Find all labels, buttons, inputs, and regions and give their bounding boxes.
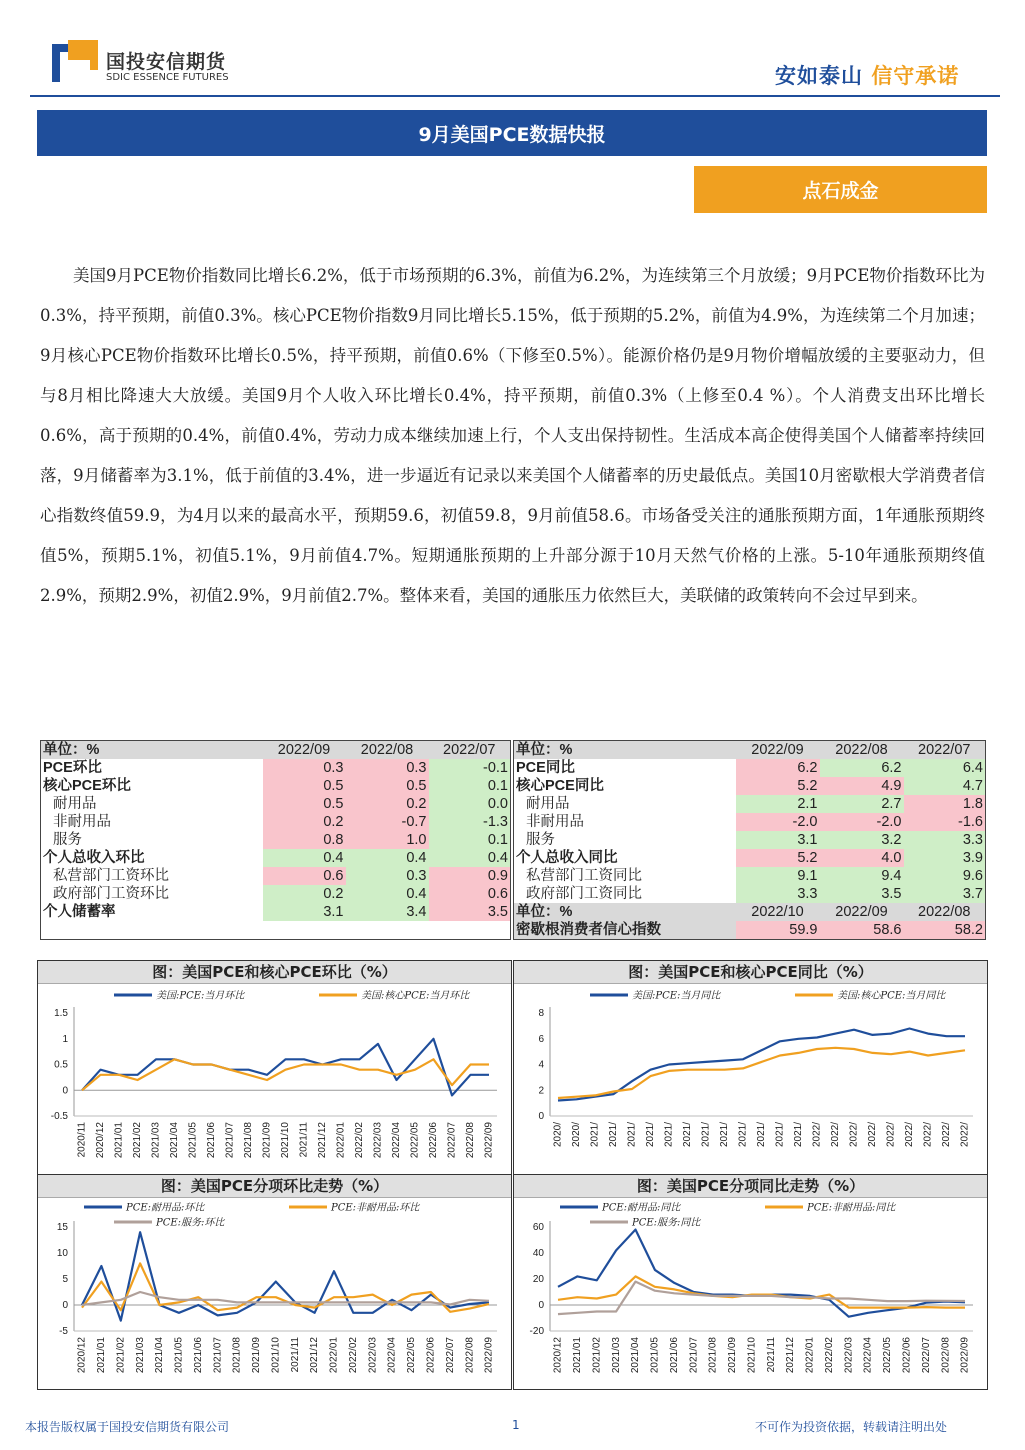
column-header: 2022/08 <box>346 741 429 760</box>
table-row <box>41 759 511 777</box>
chart-pce-mom <box>37 960 512 1175</box>
table-cell: 3.3 <box>736 885 820 903</box>
legend-label: PCE:非耐用品:环比 <box>331 1202 420 1214</box>
table-cell: 6.2 <box>736 759 820 777</box>
legend-label: 美国:PCE:当月同比 <box>632 990 721 1002</box>
x-tick-label: 2021/02 <box>115 1337 127 1374</box>
body-paragraph: 美国9月PCE物价指数同比增长6.2%，低于市场预期的6.3%，前值为6.2%，为连续第三个月放缓；9月PCE物价指数环比为0.3%，持平预期，前值0.3%。核心PCE物价指数9月同比增长5.15%，低于预期的5.2%，前值为4.9%，为连续第二个月加速；9月核心PCE物价指数环比增长0.5%，持平预期，前值0.6%（下修至0.5%）。能源价格仍是9月物价增幅放缓的主要驱动力，但与8月相比降速大大放缓。美国9月个人收入环比增长0.4%，持平预期，前值0.3%（上修至0.4 %）。个人消费支出环比增长0.6%，高于预期的0.4%，前值0.4%，劳动力成本继续加速上行，个人支出保持韧性。生活成本高企使得美国个人储蓄率持续回落，9月储蓄率为3.1%，低于前值的3.4%，进一步逼近有记录以来美国个人储蓄率的历史最低点。美国10月密歇根大学消费者信心指数终值59.9，为4月以来的最高水平，预期59.6，初值59.8，9月前值58.6。市场备受关注的通胀预期方面，1年通胀预期终值5%，预期5.1%，初值5.1%，9月前值4.7%。短期通胀预期的上升部分源于10月天然气价格的上涨。5-10年通胀预期终值2.9%，预期2.9%，初值2.9%，9月前值2.7%。整体来看，美国的通胀压力依然巨大，美联储的政策转向不会过早到来。 <box>40 266 985 605</box>
x-tick-label: 2021/ <box>700 1122 712 1148</box>
table-row <box>514 867 986 885</box>
table-cell: 0.6 <box>263 867 346 885</box>
table-row <box>514 885 986 903</box>
series-line-0 <box>82 1039 489 1096</box>
x-tick-label: 2021/02 <box>132 1122 144 1159</box>
x-tick-label: 2021/ <box>626 1122 638 1148</box>
x-tick-label: 2022/ <box>904 1122 916 1148</box>
y-tick-label: 0.5 <box>54 1059 68 1071</box>
x-tick-label: 2022/08 <box>465 1122 477 1159</box>
unit-label: 单位：% <box>514 903 736 921</box>
y-tick-label: -0.5 <box>50 1111 68 1122</box>
x-tick-label: 2021/01 <box>96 1337 108 1374</box>
x-tick-label: 2021/11 <box>289 1337 301 1373</box>
table-cell: 0.5 <box>263 795 346 813</box>
table-cell: 3.1 <box>263 903 346 921</box>
table-cell: 0.4 <box>346 849 429 867</box>
table-cell: 3.7 <box>904 885 986 903</box>
x-tick-label: 2022/04 <box>862 1337 874 1374</box>
table-cell: 1.0 <box>346 831 429 849</box>
unit-label: 单位：% <box>41 741 263 760</box>
table-cell: 9.4 <box>820 867 904 885</box>
x-tick-label: 2022/ <box>922 1122 934 1148</box>
table-cell: 3.5 <box>429 903 511 921</box>
row-label: 服务 <box>53 832 82 848</box>
x-tick-label: 2021/ <box>608 1122 620 1148</box>
table-cell: 3.4 <box>346 903 429 921</box>
series-line-0 <box>558 1230 965 1317</box>
table-row <box>41 813 511 831</box>
y-tick-label: 0 <box>538 1111 544 1122</box>
series-line-1 <box>82 1059 489 1090</box>
table-cell: 0.1 <box>429 831 511 849</box>
table-cell: 0.2 <box>263 885 346 903</box>
table-cell: 4.7 <box>904 777 986 795</box>
x-tick-label: 2020/ <box>571 1122 583 1148</box>
table-row <box>41 903 511 921</box>
table-row <box>41 777 511 795</box>
x-tick-label: 2020/12 <box>76 1337 88 1374</box>
column-header: 2022/10 <box>736 903 820 921</box>
x-tick-label: 2021/12 <box>309 1337 321 1374</box>
table-cell: 0.3 <box>346 867 429 885</box>
x-tick-label: 2022/ <box>830 1122 842 1148</box>
table-cell: 3.2 <box>820 831 904 849</box>
series-line-1 <box>558 1048 965 1098</box>
table-cell: 0.4 <box>263 849 346 867</box>
x-tick-label: 2020/11 <box>76 1122 88 1158</box>
x-tick-label: 2021/05 <box>187 1122 199 1159</box>
brand-name-cn: 国投安信期货 <box>106 51 227 73</box>
table-cell: 59.9 <box>736 921 820 940</box>
x-tick-label: 2021/10 <box>746 1337 758 1374</box>
chart-svg <box>38 1197 511 1389</box>
y-tick-label: 0 <box>538 1300 544 1311</box>
row-label: PCE同比 <box>516 760 575 776</box>
y-tick-label: 6 <box>538 1033 544 1045</box>
table-cell: 9.6 <box>904 867 986 885</box>
chart-pce-components-mom <box>37 1174 512 1390</box>
legend-label: 美国:核心PCE:当月同比 <box>837 990 946 1002</box>
legend-label: PCE:耐用品:同比 <box>602 1202 681 1214</box>
row-label: 政府部门工资环比 <box>53 886 169 902</box>
x-tick-label: 2022/ <box>959 1122 971 1148</box>
table-row <box>41 795 511 813</box>
x-tick-label: 2021/08 <box>707 1337 719 1374</box>
table-cell: 0.2 <box>346 795 429 813</box>
slogan <box>775 60 959 90</box>
x-tick-label: 2021/ <box>719 1122 731 1148</box>
x-tick-label: 2021/06 <box>668 1337 680 1374</box>
x-tick-label: 2022/ <box>867 1122 879 1148</box>
table-cell: -2.0 <box>736 813 820 831</box>
column-header: 2022/07 <box>904 741 986 760</box>
brand-name-en: SDIC ESSENCE FUTURES <box>106 72 229 83</box>
table-cell: 1.8 <box>904 795 986 813</box>
x-tick-label: 2021/ <box>645 1122 657 1148</box>
table-row <box>41 867 511 885</box>
row-label: 密歇根消费者信心指数 <box>514 921 736 940</box>
table-row <box>514 831 986 849</box>
chart-svg <box>38 983 511 1174</box>
chart-pce-yoy <box>513 960 988 1175</box>
row-label: 耐用品 <box>526 796 570 812</box>
x-tick-label: 2022/02 <box>347 1337 359 1374</box>
table-cell: 58.2 <box>904 921 986 940</box>
x-tick-label: 2022/06 <box>425 1337 437 1374</box>
x-tick-label: 2021/06 <box>206 1122 218 1159</box>
x-tick-label: 2022/09 <box>483 1337 495 1374</box>
x-tick-label: 2021/10 <box>270 1337 282 1374</box>
legend-label: PCE:非耐用品:同比 <box>807 1202 896 1214</box>
y-tick-label: 1 <box>62 1033 68 1045</box>
table-cell: 6.4 <box>904 759 986 777</box>
y-tick-label: 2 <box>538 1085 544 1097</box>
column-header: 2022/09 <box>820 903 904 921</box>
x-tick-label: 2022/03 <box>367 1337 379 1374</box>
row-label: PCE环比 <box>43 760 102 776</box>
table-cell: 2.7 <box>820 795 904 813</box>
column-header: 2022/09 <box>736 741 820 760</box>
table-cell: -1.3 <box>429 813 511 831</box>
page-number: 1 <box>512 1418 520 1432</box>
table-cell: -1.6 <box>904 813 986 831</box>
legend-label: PCE:耐用品:环比 <box>126 1202 205 1214</box>
x-tick-label: 2021/04 <box>630 1337 642 1374</box>
y-tick-label: -5 <box>59 1326 68 1337</box>
row-label: 服务 <box>526 832 555 848</box>
slogan-part1: 安如泰山 <box>775 64 863 88</box>
table-header-row <box>514 741 986 760</box>
row-label: 私营部门工资环比 <box>53 868 169 884</box>
x-tick-label: 2021/08 <box>231 1337 243 1374</box>
x-tick-label: 2022/08 <box>940 1337 952 1374</box>
x-tick-label: 2022/07 <box>920 1337 932 1374</box>
x-tick-label: 2022/04 <box>391 1122 403 1159</box>
table-cell: 0.2 <box>263 813 346 831</box>
row-label: 个人总收入环比 <box>43 850 145 866</box>
header-divider <box>30 95 1000 97</box>
row-label: 个人总收入同比 <box>516 850 618 866</box>
y-tick-label: 60 <box>532 1222 544 1233</box>
table-row <box>514 813 986 831</box>
table-row <box>41 849 511 867</box>
table-cell: 3.3 <box>904 831 986 849</box>
y-tick-label: 1.5 <box>54 1008 68 1019</box>
y-tick-label: 0 <box>62 1300 68 1311</box>
x-tick-label: 2020/12 <box>95 1122 107 1159</box>
x-tick-label: 2022/01 <box>335 1122 347 1159</box>
row-label: 非耐用品 <box>53 814 111 830</box>
x-tick-label: 2021/03 <box>134 1337 146 1374</box>
table-row <box>514 777 986 795</box>
yoy-data-table <box>513 740 986 940</box>
x-tick-label: 2021/04 <box>154 1337 166 1374</box>
column-header: 2022/07 <box>429 741 511 760</box>
table-cell: 4.9 <box>820 777 904 795</box>
row-label: 非耐用品 <box>526 814 584 830</box>
x-tick-label: 2021/08 <box>243 1122 255 1159</box>
table-cell: 0.8 <box>263 831 346 849</box>
row-label: 核心PCE同比 <box>516 778 604 794</box>
x-tick-label: 2022/ <box>885 1122 897 1148</box>
x-tick-label: 2022/08 <box>464 1337 476 1374</box>
table-cell: 6.2 <box>820 759 904 777</box>
table-cell: 0.3 <box>346 759 429 777</box>
x-tick-label: 2022/05 <box>882 1337 894 1374</box>
x-tick-label: 2022/ <box>811 1122 823 1148</box>
x-tick-label: 2022/09 <box>959 1337 971 1374</box>
x-tick-label: 2022/03 <box>372 1122 384 1159</box>
x-tick-label: 2022/05 <box>409 1122 421 1159</box>
table-cell: 3.1 <box>736 831 820 849</box>
chart-title: 图：美国PCE和核心PCE同比（%） <box>514 961 987 984</box>
legend-label: PCE:服务:环比 <box>156 1217 225 1229</box>
x-tick-label: 2021/09 <box>251 1337 263 1374</box>
y-tick-label: 5 <box>62 1274 68 1285</box>
chart-svg <box>514 1197 987 1389</box>
table-cell: 3.9 <box>904 849 986 867</box>
x-tick-label: 2021/01 <box>572 1337 584 1374</box>
x-tick-label: 2021/03 <box>150 1122 162 1159</box>
x-tick-label: 2021/10 <box>280 1122 292 1159</box>
x-tick-label: 2021/ <box>682 1122 694 1148</box>
y-tick-label: 4 <box>538 1059 544 1071</box>
x-tick-label: 2021/ <box>793 1122 805 1148</box>
x-tick-label: 2022/04 <box>386 1337 398 1374</box>
series-line-2 <box>558 1282 965 1315</box>
section-tag: 点石成金 <box>694 166 987 213</box>
table-cell: 0.0 <box>429 795 511 813</box>
series-line-2 <box>82 1292 489 1305</box>
table-row <box>514 795 986 813</box>
x-tick-label: 2021/03 <box>610 1337 622 1374</box>
mom-data-table <box>40 740 511 940</box>
table-row <box>41 831 511 849</box>
legend-label: PCE:服务:同比 <box>632 1217 701 1229</box>
x-tick-label: 2021/ <box>737 1122 749 1148</box>
table-row <box>41 885 511 903</box>
table-cell: 5.2 <box>736 777 820 795</box>
x-tick-label: 2022/09 <box>483 1122 495 1159</box>
table-row <box>514 759 986 777</box>
x-tick-label: 2022/05 <box>406 1337 418 1374</box>
table-cell: 58.6 <box>820 921 904 940</box>
table-cell: 0.5 <box>263 777 346 795</box>
x-tick-label: 2021/09 <box>727 1337 739 1374</box>
x-tick-label: 2021/12 <box>317 1122 329 1159</box>
table-cell: 0.4 <box>429 849 511 867</box>
x-tick-label: 2022/06 <box>901 1337 913 1374</box>
x-tick-label: 2021/04 <box>169 1122 181 1159</box>
y-tick-label: 15 <box>56 1222 68 1233</box>
x-tick-label: 2021/07 <box>688 1337 700 1374</box>
table-cell: 0.5 <box>346 777 429 795</box>
table-cell: -0.7 <box>346 813 429 831</box>
x-tick-label: 2021/11 <box>298 1122 310 1158</box>
column-header: 2022/09 <box>263 741 346 760</box>
chart-svg <box>514 983 987 1174</box>
x-tick-label: 2021/05 <box>173 1337 185 1374</box>
x-tick-label: 2022/01 <box>804 1337 816 1374</box>
table-cell: 4.0 <box>820 849 904 867</box>
x-tick-label: 2022/01 <box>328 1337 340 1374</box>
x-tick-label: 2021/09 <box>261 1122 273 1159</box>
x-tick-label: 2021/01 <box>113 1122 125 1159</box>
x-tick-label: 2022/ <box>848 1122 860 1148</box>
x-tick-label: 2022/07 <box>444 1337 456 1374</box>
table-row <box>514 921 986 940</box>
table-cell: 0.3 <box>263 759 346 777</box>
table-cell: 5.2 <box>736 849 820 867</box>
x-tick-label: 2022/02 <box>823 1337 835 1374</box>
x-tick-label: 2022/ <box>941 1122 953 1148</box>
table-cell: -2.0 <box>820 813 904 831</box>
column-header: 2022/08 <box>820 741 904 760</box>
table-cell: -0.1 <box>429 759 511 777</box>
x-tick-label: 2022/03 <box>843 1337 855 1374</box>
x-tick-label: 2021/07 <box>212 1337 224 1374</box>
x-tick-label: 2021/ <box>756 1122 768 1148</box>
table-cell: 2.1 <box>736 795 820 813</box>
series-line-0 <box>82 1232 489 1320</box>
table-row <box>514 849 986 867</box>
table-cell: 0.1 <box>429 777 511 795</box>
x-tick-label: 2022/07 <box>446 1122 458 1159</box>
y-tick-label: 0 <box>62 1085 68 1097</box>
y-tick-label: 20 <box>532 1274 544 1285</box>
x-tick-label: 2021/05 <box>649 1337 661 1374</box>
chart-title: 图：美国PCE分项同比走势（%） <box>514 1175 987 1198</box>
row-label: 私营部门工资同比 <box>526 868 642 884</box>
x-tick-label: 2021/07 <box>224 1122 236 1159</box>
row-label: 核心PCE环比 <box>43 778 131 794</box>
x-tick-label: 2021/12 <box>785 1337 797 1374</box>
table-row <box>41 921 511 940</box>
y-tick-label: 8 <box>538 1008 544 1019</box>
table-cell: 9.1 <box>736 867 820 885</box>
series-line-1 <box>558 1276 965 1307</box>
row-label: 政府部门工资同比 <box>526 886 642 902</box>
legend-label: 美国:PCE:当月环比 <box>156 990 245 1002</box>
x-tick-label: 2020/12 <box>552 1337 564 1374</box>
table-cell: 3.5 <box>820 885 904 903</box>
table-header-row <box>41 741 511 760</box>
x-tick-label: 2022/02 <box>354 1122 366 1159</box>
chart-title: 图：美国PCE分项环比走势（%） <box>38 1175 511 1198</box>
chart-title: 图：美国PCE和核心PCE环比（%） <box>38 961 511 984</box>
y-tick-label: 10 <box>56 1248 68 1259</box>
x-tick-label: 2021/ <box>589 1122 601 1148</box>
footer-disclaimer: 不可作为投资依据，转载请注明出处 <box>755 1420 948 1434</box>
legend-label: 美国:核心PCE:当月环比 <box>361 990 470 1002</box>
table-cell: 0.4 <box>346 885 429 903</box>
column-header: 2022/08 <box>904 903 986 921</box>
chart-pce-components-yoy <box>513 1174 988 1390</box>
table-cell: 0.6 <box>429 885 511 903</box>
report-title: 9月美国PCE数据快报 <box>37 110 987 156</box>
x-tick-label: 2021/ <box>663 1122 675 1148</box>
slogan-part2: 信守承诺 <box>871 64 960 88</box>
x-tick-label: 2021/06 <box>192 1337 204 1374</box>
table-cell: 0.9 <box>429 867 511 885</box>
footer-copyright: 本报告版权属于国投安信期货有限公司 <box>25 1420 230 1434</box>
x-tick-label: 2022/06 <box>428 1122 440 1159</box>
x-tick-label: 2020/ <box>552 1122 564 1148</box>
company-logo-icon <box>52 40 98 86</box>
unit-label: 单位：% <box>514 741 736 760</box>
row-label: 耐用品 <box>53 796 97 812</box>
row-label: 个人储蓄率 <box>43 904 116 920</box>
x-tick-label: 2021/11 <box>765 1337 777 1373</box>
y-tick-label: -20 <box>529 1326 544 1337</box>
table-header-row <box>514 903 986 921</box>
x-tick-label: 2021/ <box>774 1122 786 1148</box>
x-tick-label: 2021/02 <box>591 1337 603 1374</box>
y-tick-label: 40 <box>532 1248 544 1259</box>
